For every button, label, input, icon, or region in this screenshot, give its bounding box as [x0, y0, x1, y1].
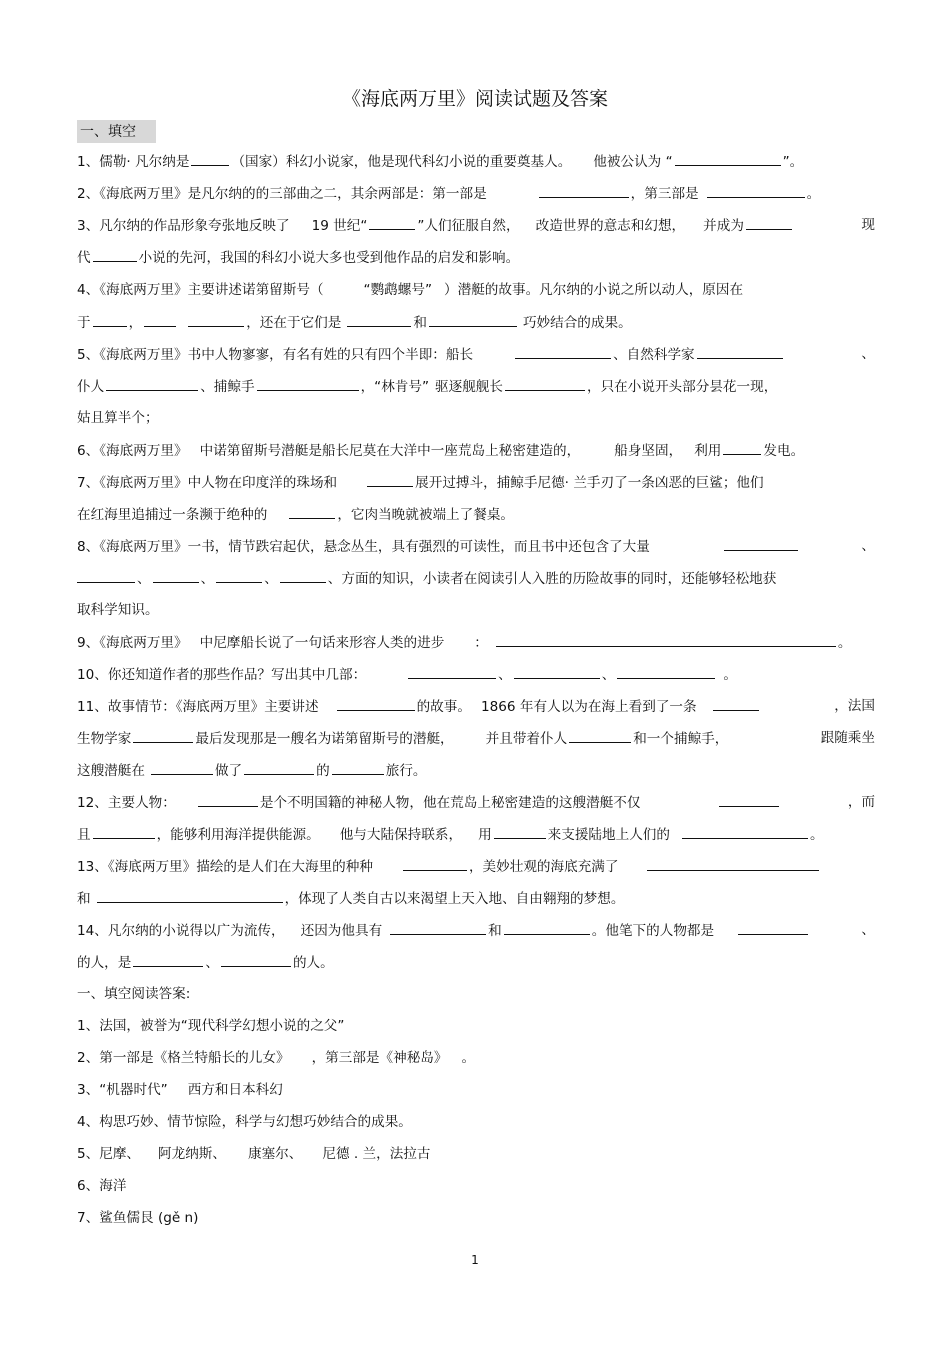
section-heading: 一、填空	[77, 120, 156, 143]
question-11-cont2: 这艘潜艇在 做了 的 旅行。	[77, 763, 427, 779]
question-10: 10、你还知道作者的那些作品？写出其中几部： 、 、 。	[77, 667, 737, 683]
question-13: 13、《海底两万里》描绘的是人们在大海里的种种 ，美妙壮观的海底充满了	[77, 857, 875, 876]
answer-5: 5、尼摩、 阿龙纳斯、 康塞尔、 尼德 . 兰，法拉古	[77, 1146, 431, 1162]
question-4: 4、《海底两万里》主要讲述诺第留斯号（ “鹦鹉螺号” ）潜艇的故事。凡尔纳的小说之所以动人，原因在	[77, 282, 744, 298]
question-5-cont2: 姑且算半个；	[77, 410, 159, 426]
page-number: 1	[471, 1253, 479, 1267]
question-3: 3、凡尔纳的作品形象夸张地反映了 19 世纪“ ”人们征服自然， 改造世界的意志和幻想， 并成为 现	[77, 217, 875, 234]
question-8: 8、《海底两万里》一书，情节跌宕起伏，悬念丛生，具有强烈的可读性，而且书中还包含了大量 、	[77, 538, 875, 555]
question-7: 7、《海底两万里》中人物在印度洋的珠场和 展开过搏斗，捕鲸手尼德· 兰手刃了一条凶恶的巨鲨；他们	[77, 475, 764, 491]
question-8-cont2: 取科学知识。	[77, 602, 159, 618]
answer-3: 3、“机器时代” 西方和日本科幻	[77, 1082, 283, 1098]
question-3-cont: 代 小说的先河，我国的科幻小说大多也受到他作品的启发和影响。	[77, 250, 520, 266]
question-4-cont: 于 ， ，还在于它们是 和 巧妙结合的成果。	[77, 315, 632, 331]
question-14-cont: 的人，是 、 的人。	[77, 955, 334, 971]
answer-4: 4、构思巧妙、情节惊险，科学与幻想巧妙结合的成果。	[77, 1114, 412, 1130]
question-5-cont: 仆人 、捕鲸手 ，“林肯号” 驱逐舰舰长 ，只在小说开头部分昙花一现，	[77, 379, 778, 395]
question-13-cont: 和 ，体现了人类自古以来渴望上天入地、自由翱翔的梦想。	[77, 891, 625, 907]
question-7-cont: 在红海里追捕过一条濒于绝种的 ，它肉当晚就被端上了餐桌。	[77, 507, 515, 523]
question-9: 9、《海底两万里》 中尼摩船长说了一句话来形容人类的进步 ： 。	[77, 635, 852, 651]
document-title: 《海底两万里》阅读试题及答案	[341, 88, 608, 110]
question-12: 12、主要人物： 是个不明国籍的神秘人物，他在荒岛上秘密建造的这艘潜艇不仅 ，而	[77, 794, 875, 811]
question-11: 11、故事情节：《海底两万里》主要讲述 的故事。 1866 年有人以为在海上看到了一条 ，法国	[77, 698, 875, 715]
answers-heading: 一、填空阅读答案:	[77, 986, 191, 1002]
answer-2: 2、第一部是《格兰特船长的儿女》 ，第三部是《神秘岛》 。	[77, 1050, 476, 1066]
question-14: 14、凡尔纳的小说得以广为流传， 还因为他具有 和 。他笔下的人物都是 、	[77, 922, 875, 939]
question-8-cont: 、 、 、 、方面的知识，小读者在阅读引人入胜的历险故事的同时，还能够轻松地获	[77, 569, 875, 588]
question-6: 6、《海底两万里》 中诺第留斯号潜艇是船长尼莫在大洋中一座荒岛上秘密建造的， 船身坚固， 利用 发电。	[77, 443, 805, 459]
question-1: 1、儒勒· 凡尔纳是 （国家）科幻小说家，他是现代科幻小说的重要奠基人。 他被公认为 “ ”。	[77, 154, 804, 170]
answer-7: 7、鲨鱼儒艮 (gě n)	[77, 1210, 199, 1226]
question-2: 2、《海底两万里》是凡尔纳的的三部曲之二，其余两部是：第一部是 ，第三部是 。	[77, 186, 821, 202]
answer-6: 6、海洋	[77, 1178, 127, 1194]
answer-1: 1、法国，被誉为“现代科学幻想小说的之父”	[77, 1018, 345, 1034]
question-12-cont: 且 ，能够利用海洋提供能源。 他与大陆保持联系， 用 来支援陆地上人们的 。	[77, 827, 824, 843]
question-5: 5、《海底两万里》书中人物寥寥，有名有姓的只有四个半即：船长 、自然科学家 、	[77, 346, 875, 363]
question-11-cont: 生物学家 最后发现那是一艘名为诺第留斯号的潜艇， 并且带着仆人 和一个捕鲸手， 跟随乘坐	[77, 730, 875, 747]
